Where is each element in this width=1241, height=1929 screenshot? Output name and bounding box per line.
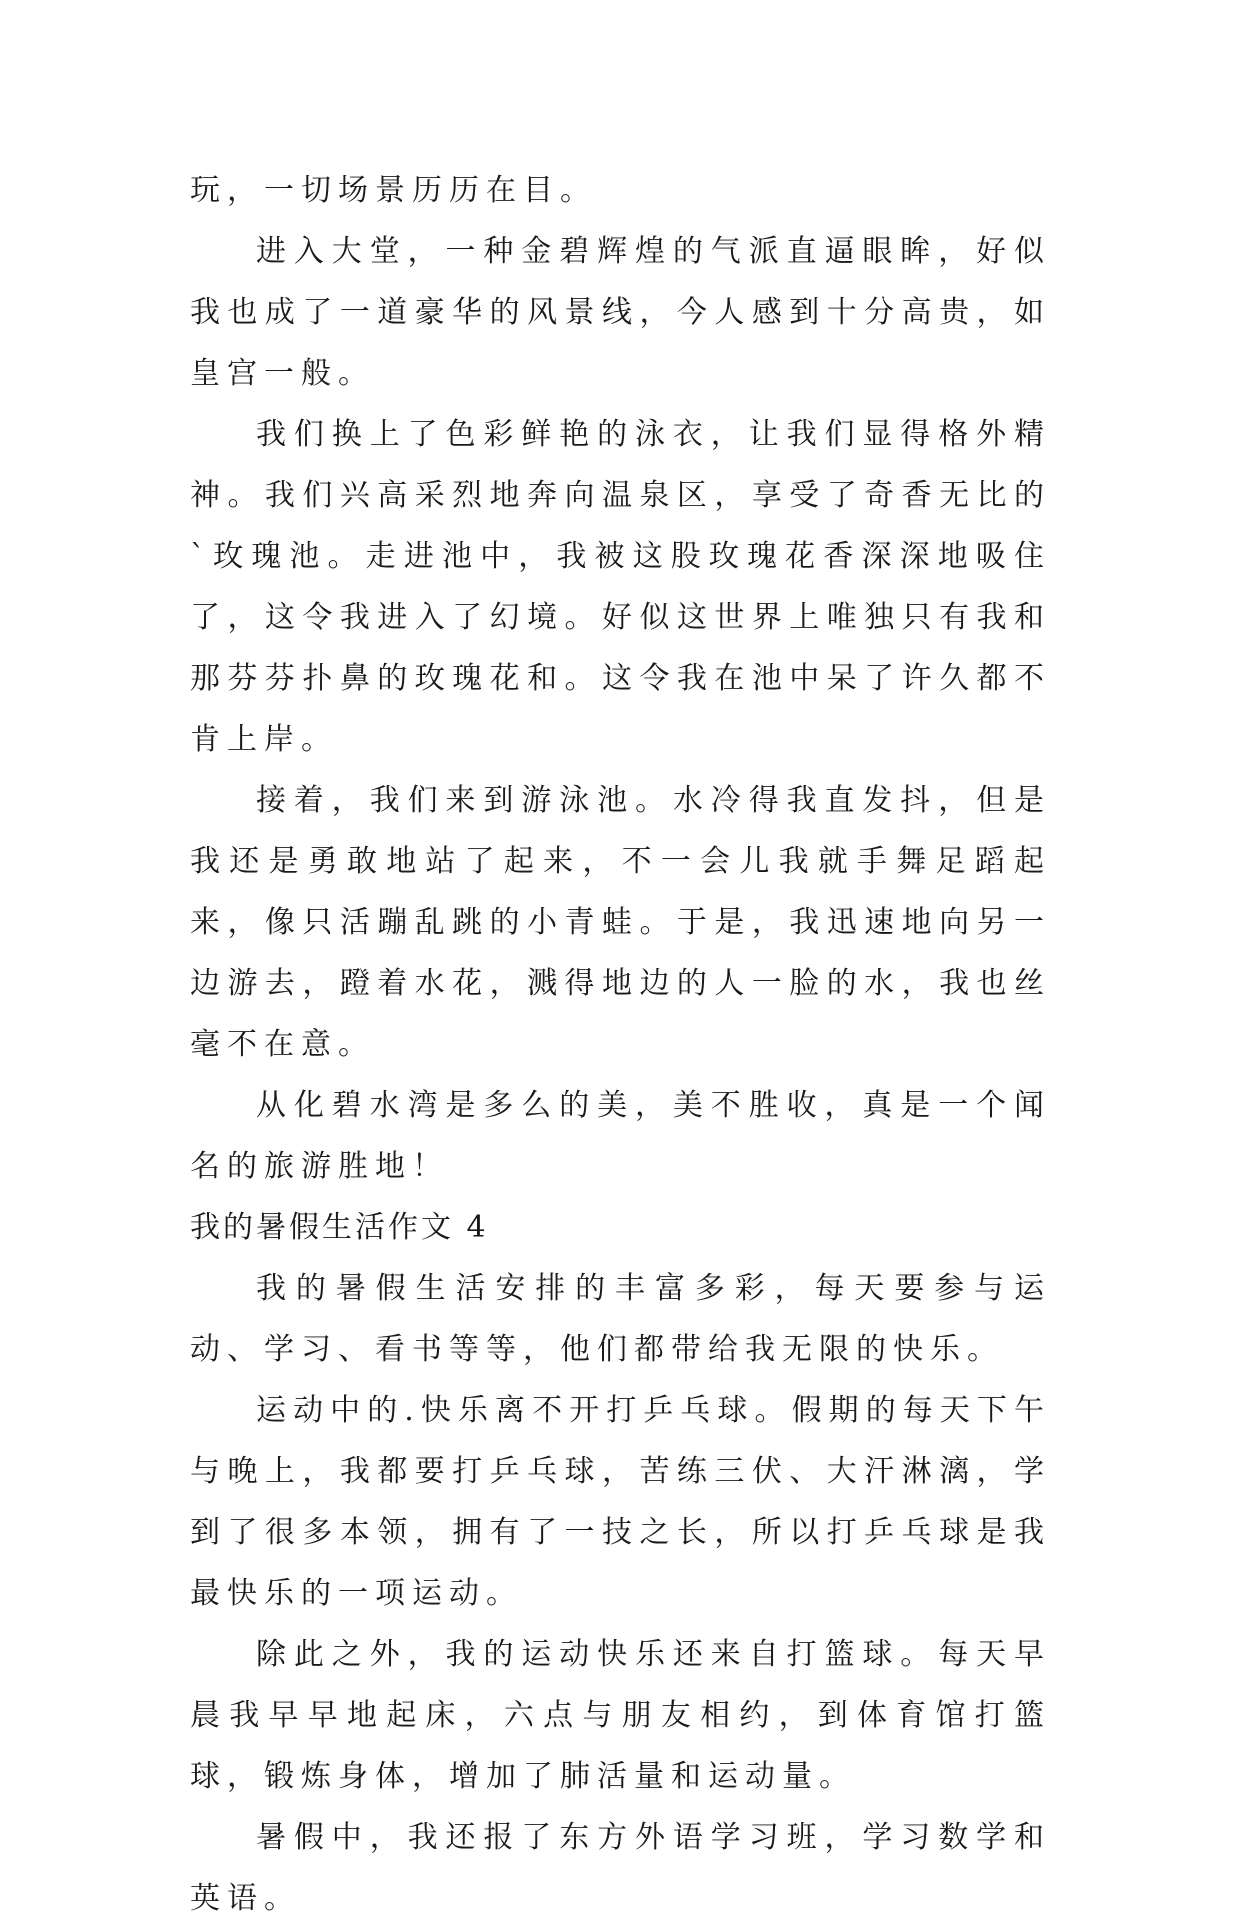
paragraph-7: 运动中的.快乐离不开打乒乓球。假期的每天下午与晚上，我都要打乒乓球，苦练三伏、大汗淋漓，学到了很多本领，拥有了一技之长，所以打乒乓球是我最快乐的一项运动。 [190,1393,1051,1611]
paragraph-9: 暑假中，我还报了东方外语学习班，学习数学和英语。 [190,1820,1051,1916]
paragraph-8: 除此之外，我的运动快乐还来自打篮球。每天早晨我早早地起床，六点与朋友相约，到体育馆打篮球，锻炼身体，增加了肺活量和运动量。 [190,1637,1051,1794]
paragraph-3: 我们换上了色彩鲜艳的泳衣，让我们显得格外精神。我们兴高采烈地奔向温泉区，享受了奇香无比的`玫瑰池。走进池中，我被这股玫瑰花香深深地吸住了，这令我进入了幻境。好似这世界上唯独只有我和那芬芬扑鼻的玫瑰花和。这令我在池中呆了许久都不肯上岸。 [190,417,1051,757]
paragraph-6: 我的暑假生活安排的丰富多彩，每天要参与运动、学习、看书等等，他们都带给我无限的快乐。 [190,1271,1051,1367]
paragraph-1: 玩，一切场景历历在目。 [190,173,597,208]
paragraph-4: 接着，我们来到游泳池。水冷得我直发抖，但是我还是勇敢地站了起来，不一会儿我就手舞足蹈起来，像只活蹦乱跳的小青蛙。于是，我迅速地向另一边游去，蹬着水花，溅得地边的人一脸的水，我也丝毫不在意。 [190,783,1051,1062]
paragraph-5: 从化碧水湾是多么的美，美不胜收，真是一个闻名的旅游胜地！ [190,1088,1051,1184]
section-heading: 我的暑假生活作文 4 [190,1210,489,1245]
document-body [190,160,1051,1929]
paragraph-2: 进入大堂，一种金碧辉煌的气派直逼眼眸，好似我也成了一道豪华的风景线，今人感到十分高贵，如皇宫一般。 [190,234,1051,391]
